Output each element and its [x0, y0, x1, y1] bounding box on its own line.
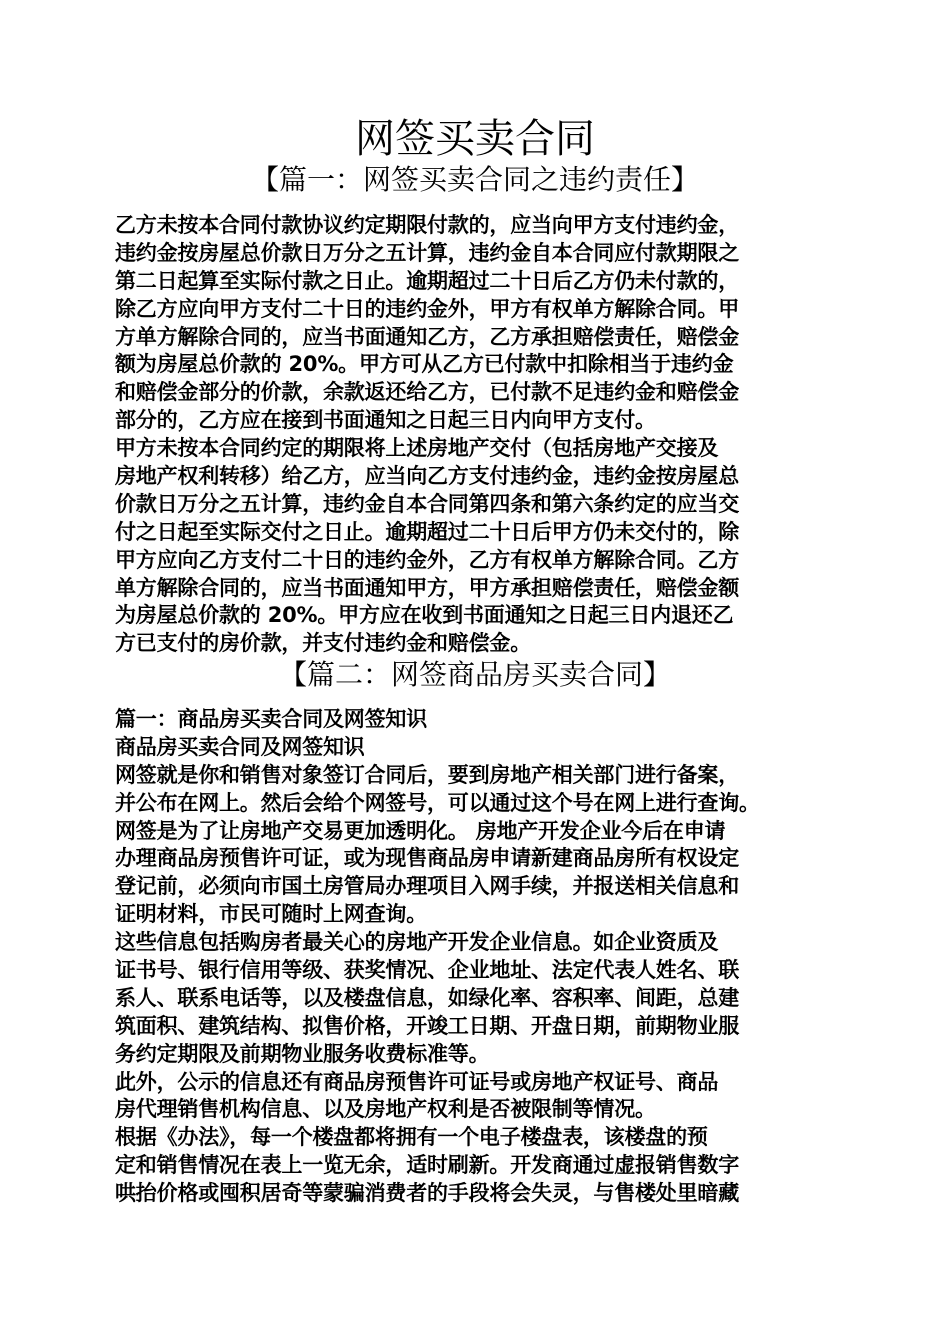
text-line: 篇一：商品房买卖合同及网签知识 — [115, 707, 427, 731]
text-line: 根据《办法》，每一个楼盘都将拥有一个电子楼盘表，该楼盘的预 — [115, 1125, 708, 1150]
text-line: 付之日起至实际交付之日止。逾期超过二十日后甲方仍未交付的，除 — [115, 519, 739, 544]
text-line: 房地产权利转移）给乙方，应当向乙方支付违约金，违约金按房屋总 — [115, 464, 739, 489]
text-line: 和赔偿金部分的价款，余款返还给乙方，已付款不足违约金和赔偿金 — [115, 380, 739, 405]
text-line: 部分的，乙方应在接到书面通知之日起三日内向甲方支付。 — [115, 408, 656, 433]
text-line: 登记前，必须向市国土房管局办理项目入网手续，并报送相关信息和 — [115, 874, 739, 899]
text-line: 办理商品房预售许可证，或为现售商品房申请新建商品房所有权设定 — [115, 846, 739, 871]
text-line: 务约定期限及前期物业服务收费标准等。 — [115, 1041, 490, 1066]
text-line: 方已支付的房价款，并支付违约金和赔偿金。 — [115, 631, 531, 656]
text-line: 房代理销售机构信息、以及房地产权利是否被限制等情况。 — [115, 1097, 656, 1122]
text-line: 甲方未按本合同约定的期限将上述房地产交付（包括房地产交接及 — [115, 436, 719, 461]
text-line: 违约金按房屋总价款日万分之五计算，违约金自本合同应付款期限之 — [115, 240, 739, 265]
section-1-body — [115, 212, 840, 658]
text-line: 网签就是你和销售对象签订合同后，要到房地产相关部门进行备案， — [115, 762, 739, 787]
text-line: 价款日万分之五计算，违约金自本合同第四条和第六条约定的应当交 — [115, 491, 739, 516]
text-line: 并公布在网上。然后会给个网签号，可以通过这个号在网上进行查询。 — [115, 790, 760, 815]
text-line: 定和销售情况在表上一览无余，适时刷新。开发商通过虚报销售数字 — [115, 1153, 739, 1178]
text-line: 系人、联系电话等，以及楼盘信息，如绿化率、容积率、间距，总建 — [115, 985, 739, 1010]
text-line: 商品房买卖合同及网签知识 — [115, 734, 365, 759]
text-line: 哄抬价格或囤积居奇等蒙骗消费者的手段将会失灵，与售楼处里暗藏 — [115, 1181, 739, 1206]
text-line: 甲方应向乙方支付二十日的违约金外，乙方有权单方解除合同。乙方 — [115, 547, 739, 572]
text-line: 单方解除合同的，应当书面通知甲方，甲方承担赔偿责任，赔偿金额 — [115, 575, 739, 600]
section-heading-2: 【篇二：网签商品房买卖合同】 — [278, 658, 671, 691]
text-line: 证书号、银行信用等级、获奖情况、企业地址、法定代表人姓名、联 — [115, 958, 739, 983]
text-line: 此外，公示的信息还有商品房预售许可证号或房地产权证号、商品 — [115, 1069, 719, 1094]
text-line: 除乙方应向甲方支付二十日的违约金外，甲方有权单方解除合同。甲 — [115, 296, 739, 321]
text-line: 这些信息包括购房者最关心的房地产开发企业信息。如企业资质及 — [115, 930, 719, 955]
text-line: 额为房屋总价款的 20%。甲方可从乙方已付款中扣除相当于违约金 — [115, 352, 734, 377]
text-line: 乙方未按本合同付款协议约定期限付款的，应当向甲方支付违约金， — [115, 213, 739, 237]
section-2-body — [115, 706, 840, 1208]
text-line: 网签是为了让房地产交易更加透明化。 房地产开发企业今后在申请 — [115, 818, 726, 843]
text-line: 为房屋总价款的 20%。甲方应在收到书面通知之日起三日内退还乙 — [115, 603, 734, 628]
section-heading-1: 【篇一：网签买卖合同之违约责任】 — [250, 163, 699, 196]
text-line: 方单方解除合同的，应当书面通知乙方，乙方承担赔偿责任，赔偿金 — [115, 324, 739, 349]
document-title: 网签买卖合同 — [355, 116, 595, 162]
text-line: 第二日起算至实际付款之日止。逾期超过二十日后乙方仍未付款的， — [115, 268, 739, 293]
text-line: 筑面积、建筑结构、拟售价格，开竣工日期、开盘日期，前期物业服 — [115, 1013, 739, 1038]
text-line: 证明材料，市民可随时上网查询。 — [115, 902, 427, 927]
